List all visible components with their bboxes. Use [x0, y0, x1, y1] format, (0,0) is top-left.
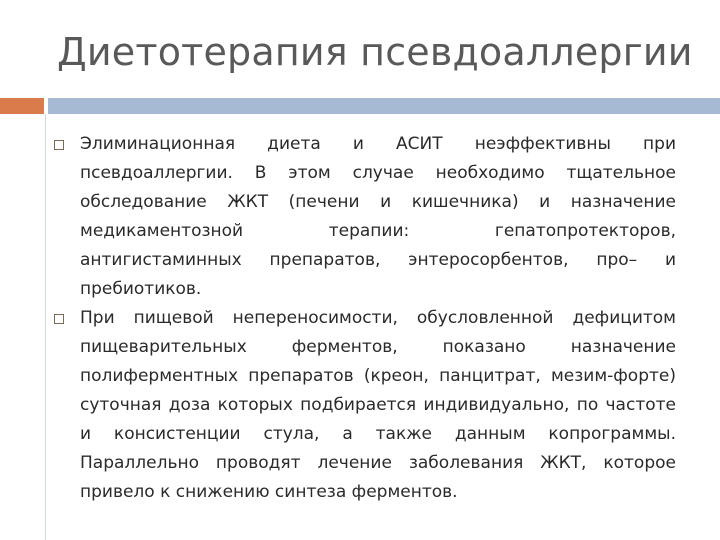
list-item — [52, 130, 676, 304]
list-item — [52, 304, 676, 507]
bullet-text: При пищевой непереносимости, обусловленной дефицитом пищеварительных ферментов, показано назначение полиферментных препаратов (креон, панцитрат, мезим-форте) суточная доза которых подбирается индивидуально, по частоте и консистенции стула, а также данным копрограммы. Параллельно проводят лечение заболевания ЖКТ, которое привело к снижению синтеза ферментов. — [80, 308, 676, 502]
hollow-square-bullet-icon — [54, 140, 64, 150]
left-vertical-line — [45, 114, 46, 540]
title-underline-bar — [48, 98, 720, 114]
slide-body — [52, 130, 676, 507]
hollow-square-bullet-icon — [54, 314, 64, 324]
bullet-text: Элиминационная диета и АСИТ неэффективны при псевдоаллергии. В этом случае необходимо тщательное обследование ЖКТ (печени и кишечника) и назначение медикаментозной терапии: гепатопротекторов, антигистаминных препаратов, энтеросорбентов, про– и пребиотиков. — [80, 134, 676, 299]
title-accent-bar — [0, 98, 44, 114]
slide-title: Диетотерапия псевдоаллергии — [57, 30, 693, 74]
